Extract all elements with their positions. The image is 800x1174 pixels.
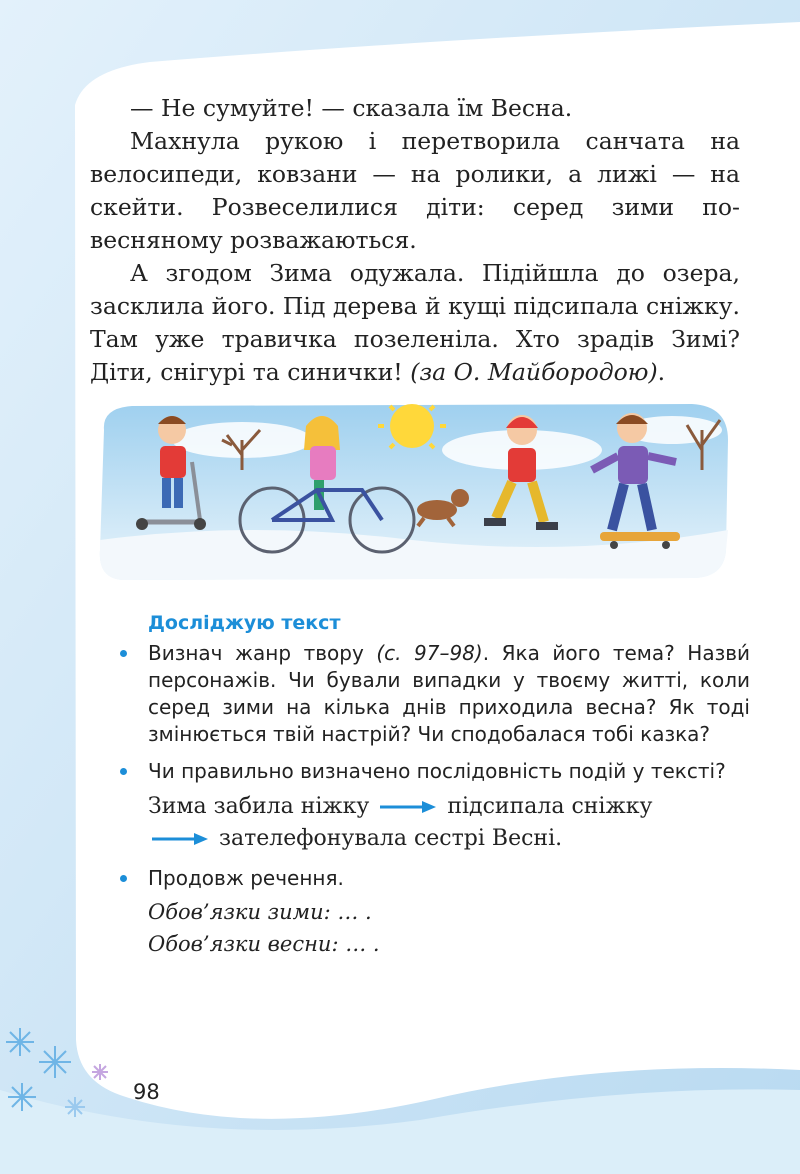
arrow-right-icon bbox=[380, 800, 436, 814]
task-item-1-text-a: Визнач жанр твору bbox=[148, 641, 377, 665]
task-title: Досліджую текст bbox=[148, 612, 341, 634]
task-item-3-text: Продовж речення. bbox=[148, 866, 344, 890]
sequence-step-2: підсипала сніжку bbox=[447, 794, 653, 819]
task-item-2-text: Чи правильно визначено послідовність подій у тексті? bbox=[148, 759, 726, 783]
event-sequence bbox=[148, 791, 750, 855]
story-line-1: — Не сумуйте! — сказала їм Весна. bbox=[130, 94, 573, 122]
children-playing-illustration bbox=[92, 400, 732, 582]
story-citation: (за О. Майбородою) bbox=[410, 358, 658, 386]
task-item-1 bbox=[120, 640, 750, 748]
bullet-icon bbox=[120, 768, 127, 775]
task-item-1-text-b: . Яка його тема? Назви́ персонажів. Чи бували випадки у твоєму житті, коли серед зими на кілька днів приходила весна? Як тоді змінюється твій настрій? Чи сподобалася тобі казка? bbox=[148, 641, 751, 746]
task-item-3 bbox=[120, 865, 750, 960]
snowflake-icon bbox=[0, 1022, 130, 1132]
arrow-right-icon bbox=[152, 832, 208, 846]
story-end-punct: . bbox=[657, 358, 666, 386]
story-paragraph-2: Махнула рукою і перетворила санчата на велосипеди, ковзани — на ролики, а лижі — на скейти. Розвеселилися діти: серед зими по-весняному розважаються. bbox=[90, 127, 740, 254]
duties-block bbox=[148, 896, 750, 960]
bullet-icon bbox=[120, 875, 127, 882]
task-item-1-ref: (с. 97–98) bbox=[376, 641, 483, 665]
task-section bbox=[120, 612, 750, 970]
task-list bbox=[120, 640, 750, 960]
duties-spring: Обов’язки весни: … . bbox=[148, 932, 380, 956]
task-item-2 bbox=[120, 758, 750, 855]
story-text bbox=[90, 92, 740, 389]
story-paragraph-3 bbox=[90, 257, 740, 389]
sequence-step-1: Зима забила ніжку bbox=[148, 794, 370, 819]
bullet-icon bbox=[120, 650, 127, 657]
duties-winter: Обов’язки зими: … . bbox=[148, 900, 372, 924]
story-paragraph-3-text: А згодом Зима одужала. Підійшла до озера, засклила його. Під дерева й кущі підсипала сніжку. Там уже травичка позеленіла. Хто зрадів Зимі? Діти, снігурі та синички! bbox=[90, 259, 740, 386]
sequence-step-3: зателефонувала сестрі Весні. bbox=[219, 826, 563, 851]
page-number: 98 bbox=[133, 1080, 160, 1104]
